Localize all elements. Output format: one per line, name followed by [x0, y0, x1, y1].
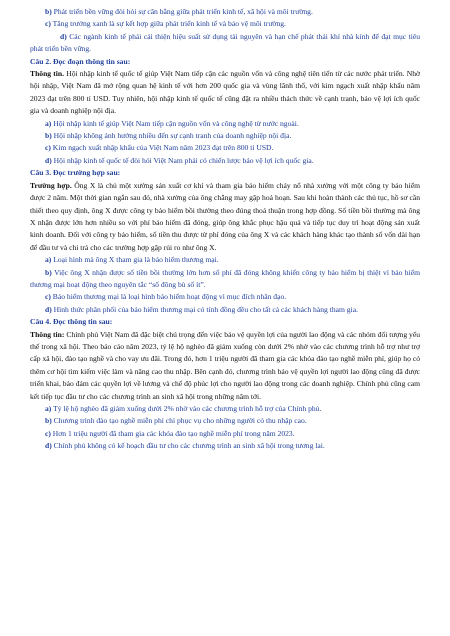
- question-2: [30, 56, 420, 168]
- option-text: Chính phủ không có kế hoạch đầu tư cho các chương trình an sinh xã hội trong tương lai.: [51, 441, 325, 451]
- option-letter: a): [45, 255, 52, 265]
- question-instruction: Đọc thông tin sau:: [51, 317, 113, 327]
- option-c: [30, 142, 420, 154]
- option-text: Hội nhập kinh tế giúp Việt Nam tiếp cận nguồn vốn và công nghệ từ nước ngoài.: [51, 118, 299, 128]
- option-letter: a): [45, 118, 52, 128]
- option-d: [30, 31, 420, 56]
- option-text: Loại hình mà ông X tham gia là bảo hiểm thương mại.: [51, 255, 219, 265]
- block1-options: [30, 6, 420, 56]
- option-a: [30, 254, 420, 266]
- option-letter: d): [45, 155, 52, 165]
- option-text: Tăng trưởng xanh là sự kết hợp giữa phát triển kinh tế và bảo vệ môi trường.: [50, 19, 286, 29]
- question-label: Câu 2.: [30, 56, 52, 66]
- option-a: [30, 118, 420, 130]
- question-title: [30, 316, 420, 328]
- option-letter: c): [45, 428, 51, 438]
- option-text: Bảo hiểm thương mại là loại hình bảo hiểm hoạt động vì mục đích nhân đạo.: [50, 292, 287, 302]
- option-text: Hơn 1 triệu người đã tham gia các khóa đào tạo nghề miễn phí trong năm 2023.: [50, 428, 295, 438]
- passage-body: Ông X là chủ một xưởng sản xuất cơ khí và tham gia bảo hiểm cháy nổ nhà xưởng với một công ty bảo hiểm được 2 năm. Một thời gian ngắn sau đó, nhà xưởng của ông chẳng may gặp hoả hoạn. Sau khi hoàn thành các thủ tục, hồ sơ cần thiết theo quy định, ông X được công ty bảo hiểm bồi thường theo đúng thoả thuận trong hợp đồng. Số tiền bồi thường mà ông X nhận được lớn hơn nhiều so với phí bảo hiểm đã đóng, giúp ông khắc phục hậu quả và tiếp tục duy trì hoạt động sản xuất kinh doanh. Đối với công ty bảo hiểm, số tiền thu được từ phí đóng của ông X và các khách hàng khác tạo thành số vốn dài hạn để đầu tư và chi trả cho các trường hợp gặp rủi ro như ông X.: [30, 180, 420, 252]
- option-d: [30, 304, 420, 316]
- question-passage: [30, 180, 420, 254]
- question-label: Câu 4.: [30, 317, 52, 327]
- option-text: Kim ngạch xuất nhập khẩu của Việt Nam năm 2023 đạt trên 800 tỉ USD.: [50, 143, 274, 153]
- option-letter: d): [45, 441, 52, 451]
- option-c: [30, 428, 420, 440]
- option-letter: c): [45, 143, 51, 153]
- option-text: Việc ông X nhận được số tiền bồi thường lớn hơn số phí đã đóng không khiến công ty bảo hiểm bị thiệt vì bảo hiểm thương mại hoạt động theo nguyên tắc “số đông bù số ít”.: [30, 267, 420, 289]
- option-text: Phát triển bền vững đòi hỏi sự cân bằng giữa phát triển kinh tế, xã hội và môi trường.: [51, 7, 313, 16]
- passage-lead: Thông tin.: [30, 69, 65, 79]
- option-text: Hội nhập không ảnh hưởng nhiều đến sự cạnh tranh của doanh nghiệp nội địa.: [51, 131, 292, 141]
- option-c: [30, 291, 420, 303]
- option-letter: b): [45, 131, 52, 141]
- question-3: [30, 167, 420, 316]
- option-text: Tỷ lệ hộ nghèo đã giảm xuống dưới 2% nhờ vào các chương trình hỗ trợ của Chính phủ.: [51, 404, 322, 413]
- option-text: Hình thức phân phối của bảo hiểm thương mại có tính đồng đều cho tất cả các khách hàng tham gia.: [51, 304, 358, 314]
- option-text: Chương trình đào tạo nghề miễn phí chỉ phục vụ cho những người có thu nhập cao.: [51, 416, 307, 426]
- option-b: [30, 267, 420, 292]
- option-d: [30, 155, 420, 167]
- option-d: [30, 440, 420, 452]
- option-letter: b): [45, 7, 52, 16]
- question-title: [30, 56, 420, 68]
- option-b: [30, 415, 420, 427]
- option-letter: d): [45, 304, 52, 314]
- question-4: [30, 316, 420, 452]
- question-instruction: Đọc đoạn thông tin sau:: [51, 56, 131, 66]
- option-text: Hội nhập kinh tế quốc tế đòi hỏi Việt Nam phải có chiến lược bảo vệ lợi ích quốc gia.: [51, 155, 314, 165]
- question-instruction: Đọc trường hợp sau:: [51, 168, 121, 178]
- option-letter: c): [45, 19, 51, 29]
- option-letter: c): [45, 292, 51, 302]
- option-a: [30, 403, 420, 415]
- question-passage: [30, 329, 420, 403]
- option-text: Các ngành kinh tế phải cải thiện hiệu suất sử dụng tài nguyên và hạn chế phát thải khí nhà kính để đạt mục tiêu phát triển bền vững.: [30, 31, 420, 54]
- option-letter: a): [45, 404, 52, 413]
- option-letter: d): [60, 31, 67, 41]
- option-letter: b): [45, 267, 52, 277]
- passage-lead: Thông tin:: [30, 329, 65, 339]
- passage-lead: Trường hợp.: [30, 180, 72, 190]
- question-label: Câu 3.: [30, 168, 52, 178]
- option-b: [30, 130, 420, 142]
- option-letter: b): [45, 416, 52, 426]
- question-passage: [30, 68, 420, 118]
- passage-body: Chính phủ Việt Nam đã đặc biệt chú trọng đến việc bảo vệ quyền lợi của người lao động và các nhóm đối tượng yếu thế trong xã hội. Theo báo cáo năm 2023, tỷ lệ hộ nghèo đã giảm xuống còn dưới 2% nhờ vào các chương trình hỗ trợ như trợ cấp xã hội, đào tạo nghề và cho vay ưu đãi. Trong đó, hơn 1 triệu người đã tham gia các khóa đào tạo nghề miễn phí, giúp họ có thêm cơ hội tìm kiếm việc làm và nâng cao thu nhập. Bên cạnh đó, chương trình bảo vệ quyền lợi người lao động cũng đã được triển khai, bảo đảm các quyền lợi về lương và chế độ phúc lợi cho người lao động trong các doanh nghiệp. Chính phủ cũng cam kết tiếp tục đầu tư cho các chương trình an sinh xã hội trong những năm tới.: [30, 329, 420, 401]
- option-c: [30, 18, 420, 30]
- option-b: [30, 6, 420, 18]
- question-title: [30, 167, 420, 179]
- passage-body: Hội nhập kinh tế quốc tế giúp Việt Nam tiếp cận các nguồn vốn và công nghệ tiên tiến từ các nước phát triển. Nhờ hội nhập, Việt Nam đã mở rộng quan hệ kinh tế với hơn 200 quốc gia và vùng lãnh thổ, với kim ngạch xuất nhập khẩu năm 2023 đạt trên 800 tỉ USD. Tuy nhiên, hội nhập kinh tế quốc tế cũng đặt ra nhiều thách thức về cạnh tranh, bảo vệ lợi ích quốc gia và doanh nghiệp nội địa.: [30, 69, 421, 116]
